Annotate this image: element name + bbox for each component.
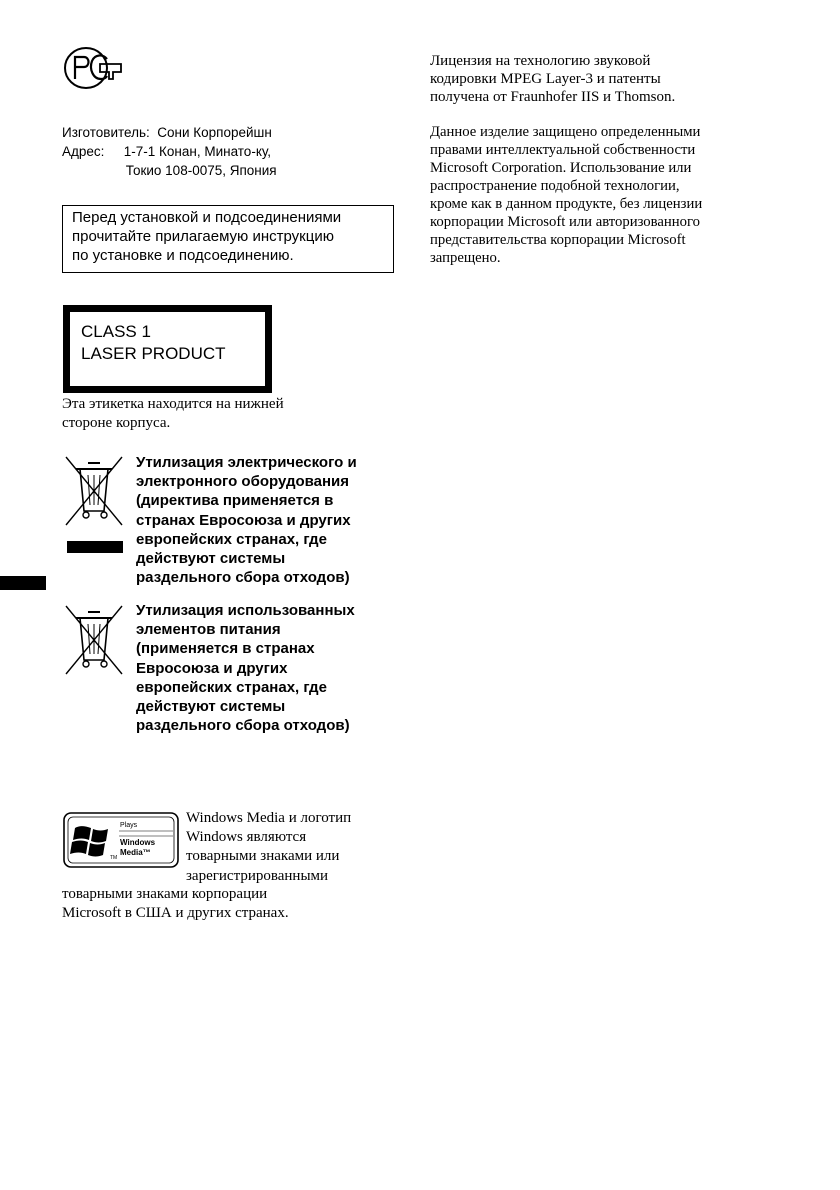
- laser-product-label: [63, 305, 272, 393]
- mpeg-line: Лицензия на технологию звуковой: [430, 53, 651, 69]
- ms-line: запрещено.: [430, 250, 501, 266]
- wm-line: Windows являются: [186, 829, 307, 846]
- weee-equipment-text: [136, 453, 357, 587]
- weee-line: Евросоюза и других: [136, 659, 288, 677]
- microsoft-ip-text: [430, 123, 702, 267]
- wm-windows-text: Windows: [120, 838, 156, 847]
- label-location-note: [62, 395, 284, 433]
- crossed-out-bin-icon: [62, 604, 126, 678]
- wm-tm-text: TM: [110, 855, 118, 861]
- ms-line: правами интеллектуальной собственности: [430, 142, 696, 158]
- windows-media-trademark-text: [186, 809, 351, 886]
- ms-line: кроме как в данном продукте, без лицензии: [430, 196, 703, 212]
- wm-line: товарными знаками корпорации: [62, 886, 268, 902]
- crossed-out-bin-icon: [62, 455, 126, 529]
- mpeg-license-text: [430, 52, 675, 106]
- maker-value: Сони Корпорейшн: [157, 125, 272, 140]
- weee-batteries-text: [136, 601, 355, 735]
- ms-line: Microsoft Corporation. Использование или: [430, 160, 692, 176]
- label-note-line: стороне корпуса.: [62, 415, 171, 431]
- weee-line: электронного оборудования: [136, 473, 350, 491]
- mpeg-line: кодировки MPEG Layer-3 и патенты: [430, 71, 661, 87]
- laser-class: CLASS 1: [81, 322, 151, 341]
- weee-line: (директива применяется в: [136, 492, 334, 510]
- weee-line: (применяется в странах: [136, 640, 315, 658]
- section-side-tab: [0, 576, 46, 590]
- label-note-line: Эта этикетка находится на нижней: [62, 396, 284, 412]
- notice-line: Перед установкой и подсоединениями: [72, 209, 342, 226]
- wm-line: товарными знаками или: [186, 848, 340, 865]
- wm-line: Microsoft в США и других странах.: [62, 905, 289, 922]
- weee-line: раздельного сбора отходов): [136, 569, 350, 587]
- maker-row: [62, 123, 277, 142]
- laser-product-text: LASER PRODUCT: [81, 344, 226, 363]
- wm-line: зарегистрированными: [186, 867, 329, 884]
- pct-certification-logo: [63, 45, 125, 91]
- weee-line: действуют системы: [136, 698, 286, 716]
- installation-notice-box: [62, 205, 394, 273]
- address-row: [62, 142, 277, 161]
- ms-line: корпорации Microsoft или авторизованного: [430, 214, 700, 230]
- weee-line: европейских странах, где: [136, 678, 327, 696]
- wm-media-text: Media™: [120, 848, 151, 857]
- bin-underline-bar: [67, 541, 123, 553]
- weee-line: действуют системы: [136, 550, 286, 568]
- weee-line: раздельного сбора отходов): [136, 717, 350, 735]
- weee-line: европейских странах, где: [136, 530, 327, 548]
- address-line1: 1-7-1 Конан, Минато-ку,: [123, 144, 272, 159]
- wm-plays-text: Plays: [120, 822, 138, 829]
- address-line2: Токио 108-0075, Япония: [125, 163, 277, 178]
- mpeg-line: получена от Fraunhofer IIS и Thomson.: [430, 89, 676, 105]
- windows-media-plays-logo: [63, 812, 179, 868]
- address-row-2: [62, 161, 277, 180]
- wm-line: Windows Media и логотип: [186, 810, 352, 826]
- ms-line: распространение подобной технологии,: [430, 178, 680, 194]
- notice-line: по установке и подсоединению.: [72, 247, 294, 264]
- weee-line: элементов питания: [136, 621, 281, 639]
- windows-media-trademark-text-cont: [62, 885, 289, 923]
- ms-line: Данное изделие защищено определенными: [430, 124, 701, 140]
- maker-label: Изготовитель:: [62, 125, 150, 140]
- manufacturer-info: [62, 123, 277, 180]
- notice-line: прочитайте прилагаемую инструкцию: [72, 228, 334, 245]
- weee-line: странах Евросоюза и других: [136, 511, 351, 529]
- weee-line: Утилизация использованных: [136, 602, 355, 619]
- weee-line: Утилизация электрического и: [136, 454, 357, 471]
- ms-line: представительства корпорации Microsoft: [430, 232, 686, 248]
- address-label: Адрес:: [62, 144, 105, 159]
